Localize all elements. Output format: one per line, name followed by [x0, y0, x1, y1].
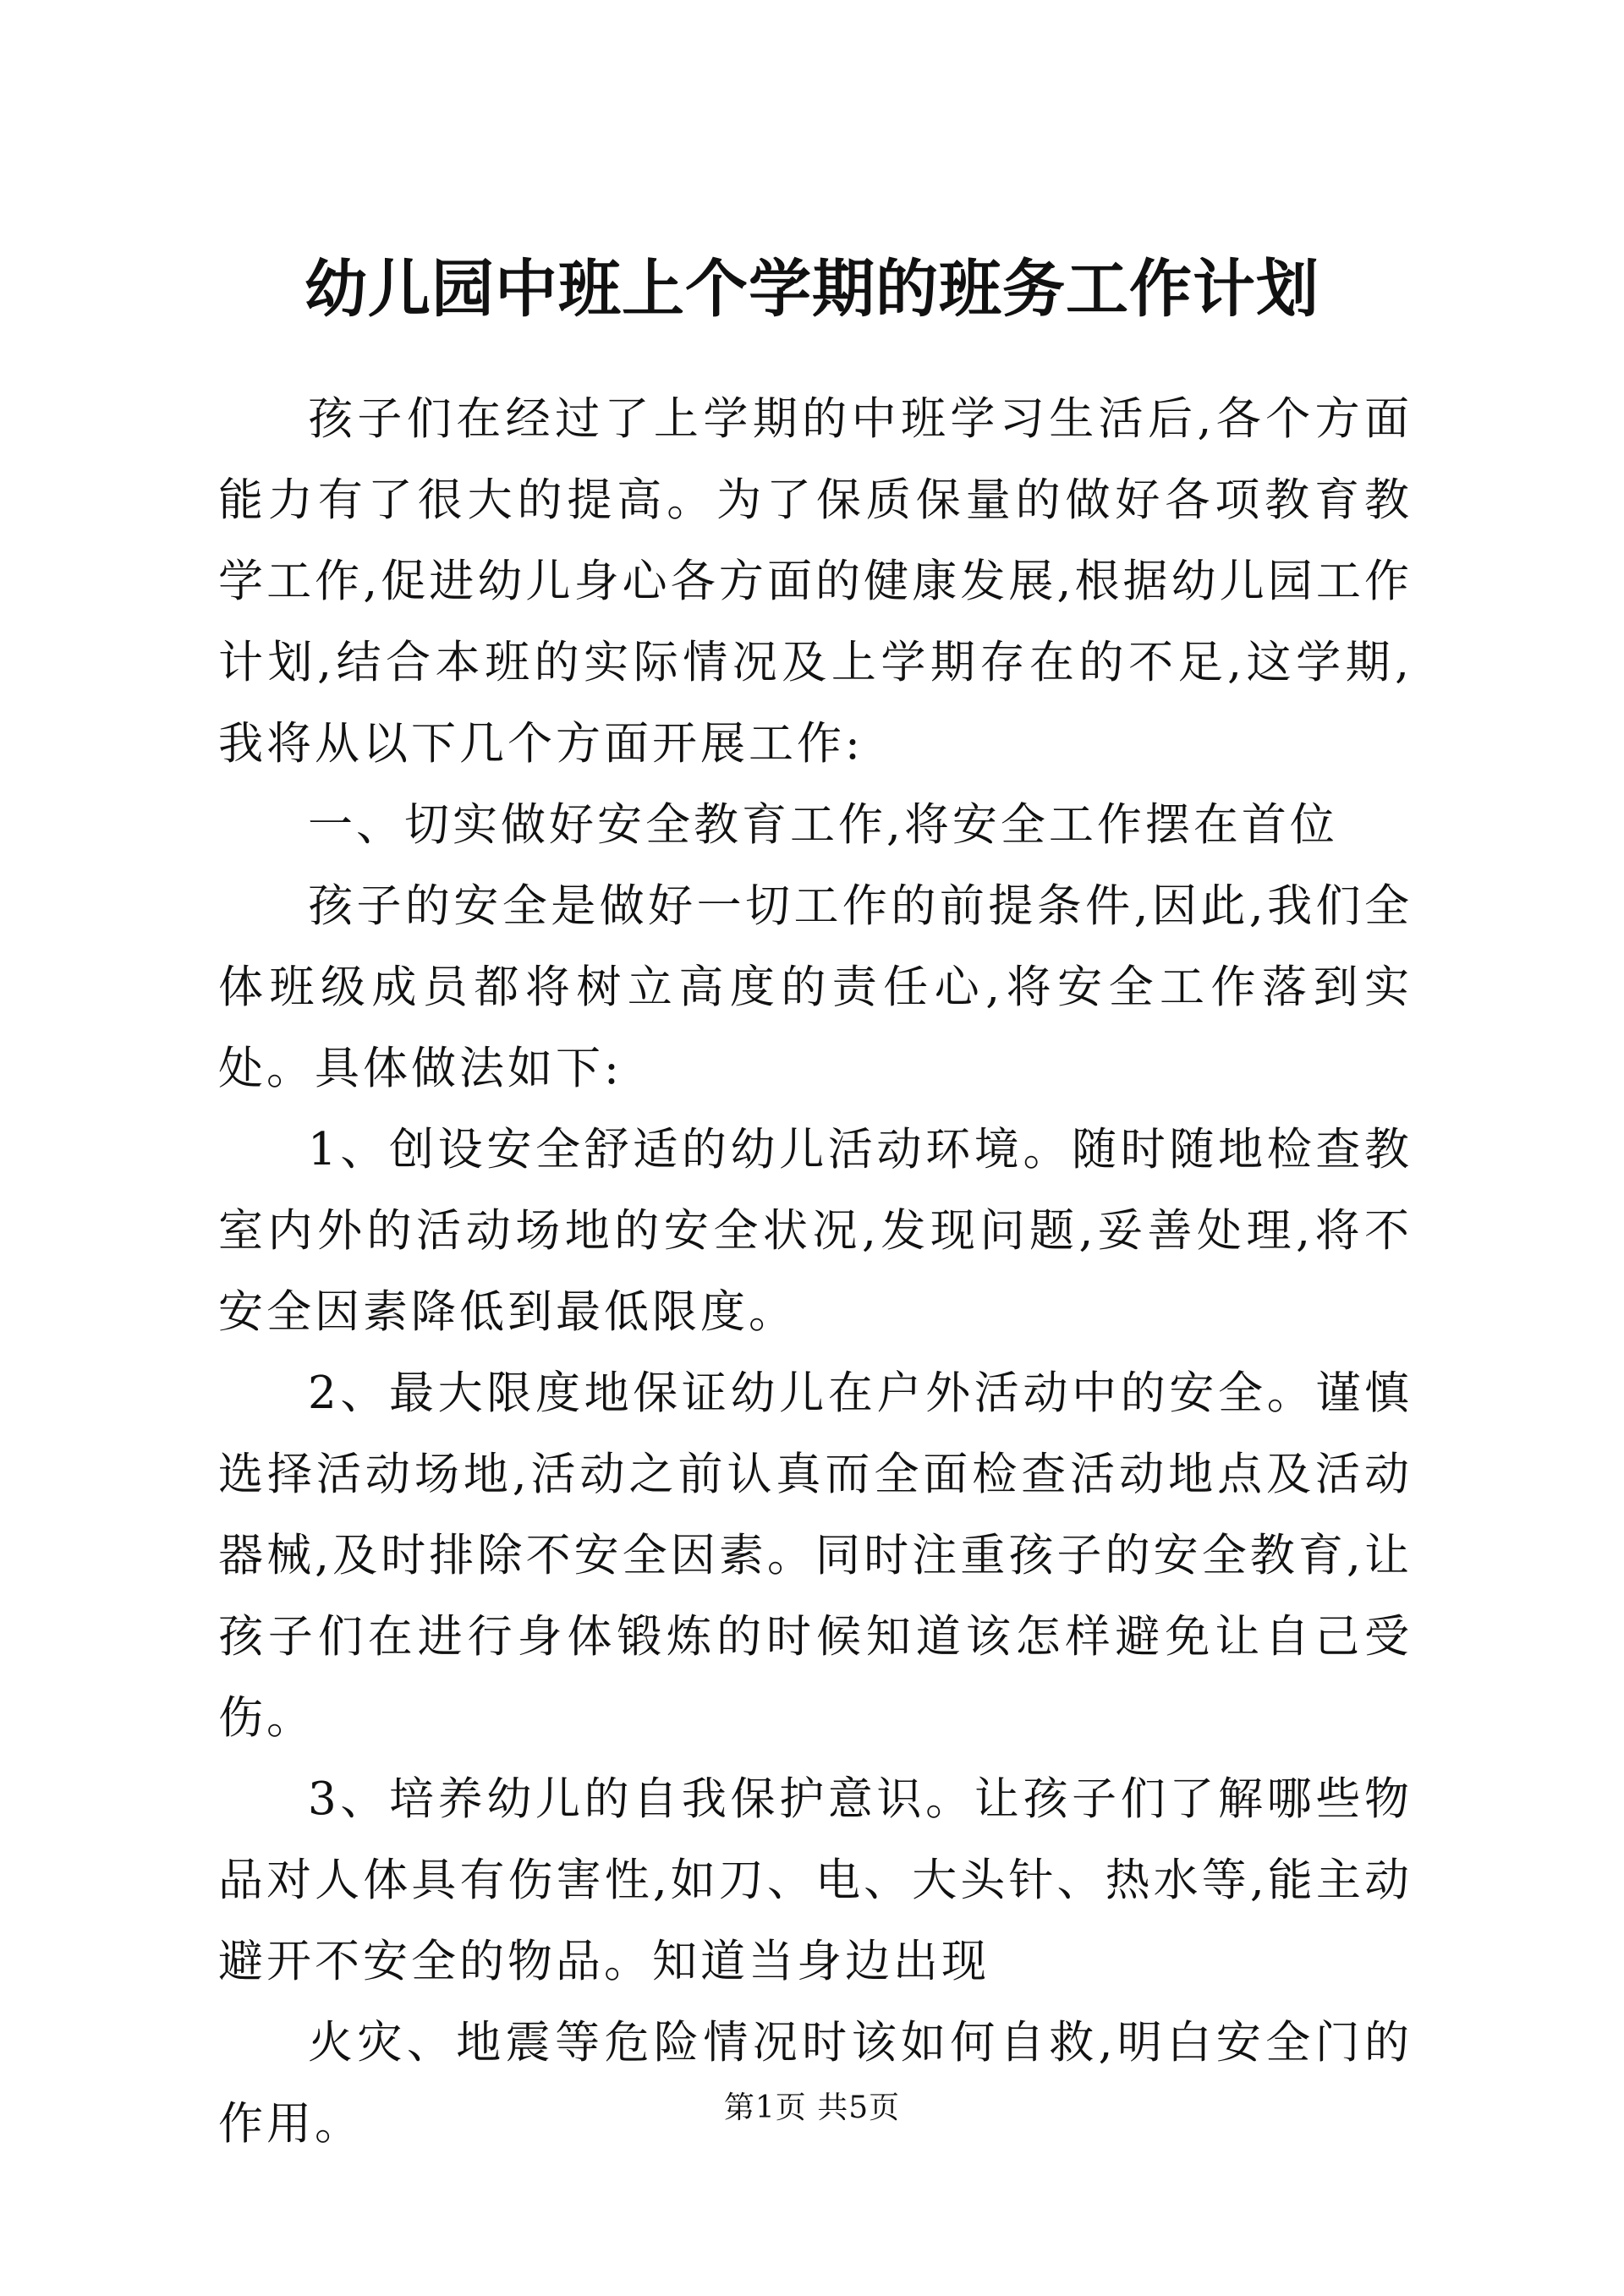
paragraph-intro: 孩子们在经过了上学期的中班学习生活后,各个方面能力有了很大的提高。为了保质保量的做好各项教育教学工作,促进幼儿身心各方面的健康发展,根据幼儿园工作计划,结合本班的实际情况及上学期存在的不足,这学期,我将从以下几个方面开展工作:	[218, 393, 1413, 770]
document-title: 幼儿园中班上个学期的班务工作计划	[304, 253, 1320, 326]
list-item-1: 1、创设安全舒适的幼儿活动环境。随时随地检查教室内外的活动场地的安全状况,发现问题,妥善处理,将不安全因素降低到最低限度。	[218, 1124, 1413, 1338]
page-footer: 第1页 共5页	[723, 2091, 901, 2125]
section-heading-1: 一、切实做好安全教育工作,将安全工作摆在首位	[308, 799, 1338, 851]
paragraph-safety: 孩子的安全是做好一切工作的前提条件,因此,我们全体班级成员都将树立高度的责任心,将安全工作落到实处。具体做法如下:	[218, 880, 1413, 1094]
paragraph-continuation: 火灾、地震等危险情况时该如何自救,明白安全门的作用。	[218, 2017, 1413, 2150]
document-body	[218, 379, 1413, 2165]
list-item-3: 3、培养幼儿的自我保护意识。让孩子们了解哪些物品对人体具有伤害性,如刀、电、大头针、热水等,能主动避开不安全的物品。知道当身边出现	[218, 1773, 1413, 1987]
list-item-2: 2、最大限度地保证幼儿在户外活动中的安全。谨慎选择活动场地,活动之前认真而全面检查活动地点及活动器械,及时排除不安全因素。同时注重孩子的安全教育,让孩子们在进行身体锻炼的时候知道该怎样避免让自己受伤。	[218, 1367, 1413, 1744]
